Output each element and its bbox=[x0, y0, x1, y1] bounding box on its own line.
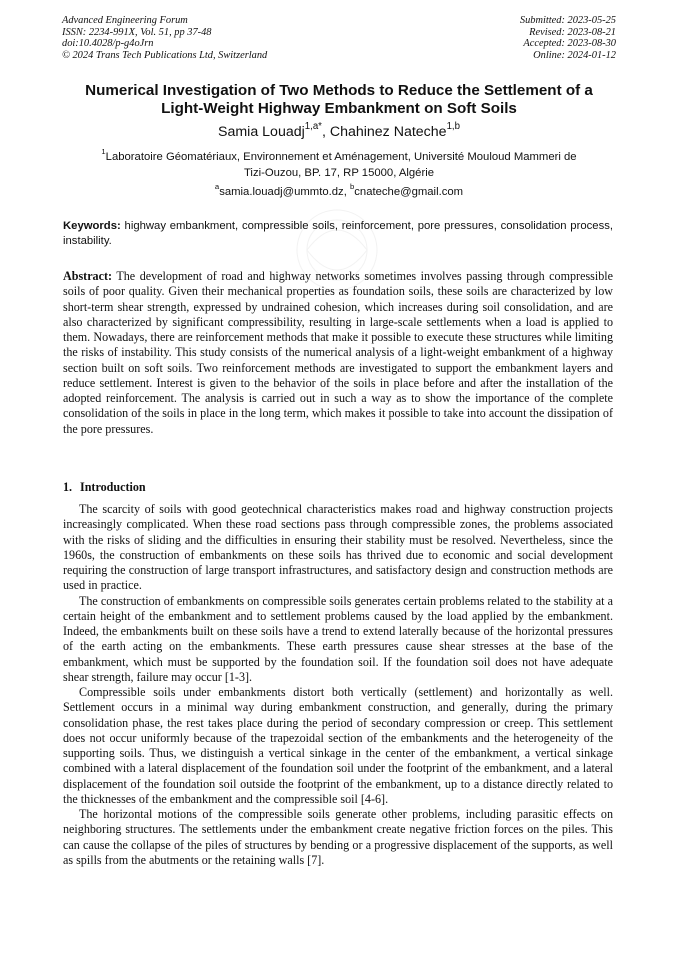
introduction-body bbox=[63, 502, 613, 868]
affiliation-marker: 1 bbox=[101, 147, 106, 157]
section-heading-introduction bbox=[63, 480, 146, 495]
paper-title bbox=[60, 82, 618, 118]
doi: doi:10.4028/p-g4oJrn bbox=[62, 38, 154, 50]
keywords-text: highway embankment, compressible soils, reinforcement, pore pressures, consolidation process, instability. bbox=[63, 220, 613, 247]
email-separator: , bbox=[343, 186, 350, 198]
paragraph: The construction of embankments on compressible soils generates certain problems related to the stability at a certain height of the embankment and to settlement problems caused by the load applied by the embankment. Indeed, the embankments built on these soils have a trend to extend laterally because of the horizontal pressures of the earth acting on the embankments. These earth pressures cause shear stresses at the base of the embankment, which must be supported by the foundation soil. If the foundation soil does not have adequate shear strength, failure may occur [1-3]. bbox=[63, 593, 613, 684]
publication-dates bbox=[520, 15, 616, 61]
email-a[interactable]: samia.louadj@ummto.dz bbox=[219, 186, 344, 198]
author-emails bbox=[60, 182, 618, 199]
abstract-text: The development of road and highway networks sometimes involves passing through compressible soils of poor quality. Given their mechanical properties as foundation soils, these soils are characterized by low short-term shear strength, expressed by undrained cohesion, which increases during soil consolidation, and are also characterized by significant compressibility, resulting in large-scale settlements when a load is applied to them. Nowadays, there are reinforcement methods that make it possible to execute these structures while limiting the risks of instability. This study consists of the numerical analysis of a light-weight embankment of a highway section built on soft soils. Two reinforcement methods are investigated to support the embankment layers and reduce settlement. Interest is given to the behavior of the soils in place before and after the installation of the adopted reinforcement. The analysis is carried out in such a way as to show the importance of the complete consolidation of the soils in place in the long term, which makes it possible to take into account the dissipation of the pore pressures. bbox=[63, 269, 613, 436]
email-b-marker: b bbox=[349, 182, 355, 192]
affiliation-line-1 bbox=[70, 149, 608, 165]
authors bbox=[60, 121, 618, 141]
issn-volume: ISSN: 2234-991X, Vol. 51, pp 37-48 bbox=[62, 26, 212, 38]
title-line-2: Light-Weight Highway Embankment on Soft Soils bbox=[161, 100, 517, 117]
keywords-label: Keywords: bbox=[63, 220, 121, 232]
section-title: Introduction bbox=[80, 480, 146, 494]
date-submitted: Submitted: 2023-05-25 bbox=[519, 15, 616, 26]
abstract bbox=[63, 269, 613, 437]
paragraph: The horizontal motions of the compressible soils generate other problems, including parasitic effects on neighboring structures. The settlements under the embankment create negative friction forces on the piles. This can cause the collapse of the piles of structures by bending or a progressive displacement of the supports, as well as spills from the abutments or the retaining walls [7]. bbox=[63, 807, 613, 867]
journal-info bbox=[62, 15, 267, 61]
date-revised: Revised: 2023-08-21 bbox=[529, 26, 616, 38]
paragraph: The scarcity of soils with good geotechnical characteristics makes road and highway construction projects increasingly complicated. When these road sections pass through compressible zones, the problems associated with the risks of sliding and the difficulties in ensuring their stability must be resolved. Nevertheless, since the 1960s, the construction of embankments on these soils has thrived due to economic and social development requiring the construction of large transport infrastructures, and satisfactory design and construction methods are used in practice. bbox=[63, 502, 613, 593]
author-2-marker: 1,b bbox=[446, 121, 460, 133]
affiliation-text-1: Laboratoire Géomatériaux, Environnement et Aménagement, Université Mouloud Mammeri de bbox=[105, 151, 577, 163]
author-2-name: Chahinez Nateche bbox=[329, 124, 447, 140]
abstract-label: Abstract: bbox=[63, 269, 113, 283]
keywords bbox=[63, 219, 613, 248]
title-line-1: Numerical Investigation of Two Methods to Reduce the Settlement of a bbox=[85, 82, 593, 99]
affiliation bbox=[70, 149, 608, 181]
date-online: Online: 2024-01-12 bbox=[533, 49, 616, 61]
author-1-marker: 1,a* bbox=[304, 121, 322, 133]
affiliation-line-2: Tizi-Ouzou, BP. 17, RP 15000, Algérie bbox=[243, 167, 435, 179]
journal-name: Advanced Engineering Forum bbox=[62, 15, 188, 26]
date-accepted: Accepted: 2023-08-30 bbox=[523, 38, 616, 50]
email-a-marker: a bbox=[214, 182, 220, 192]
paragraph: Compressible soils under embankments distort both vertically (settlement) and horizontally as well. Settlement occurs in a minimal way during embankment construction, and generally, during the primary consolidation phase, the rest takes place during the period of secondary compression or creep. This settlement does not occur uniformly because of the trapezoidal section of the embankments and the heterogeneity of the supporting soils. Thus, we distinguish a vertical sinkage in the center of the embankment, a vertical sinkage combined with a lateral displacement of the foundation soil under the footprint of the embankment, and a lateral displacement of the foundation soil outside the footprint of the embankment, up to a distance directly related to the thicknesses of the embankment and the compressible soil [4-6]. bbox=[63, 685, 613, 806]
email-b[interactable]: cnateche@gmail.com bbox=[354, 186, 464, 198]
section-number: 1. bbox=[63, 480, 73, 494]
author-1-name: Samia Louadj bbox=[218, 124, 305, 140]
copyright: © 2024 Trans Tech Publications Ltd, Switzerland bbox=[62, 49, 268, 61]
author-separator: , bbox=[321, 124, 330, 140]
